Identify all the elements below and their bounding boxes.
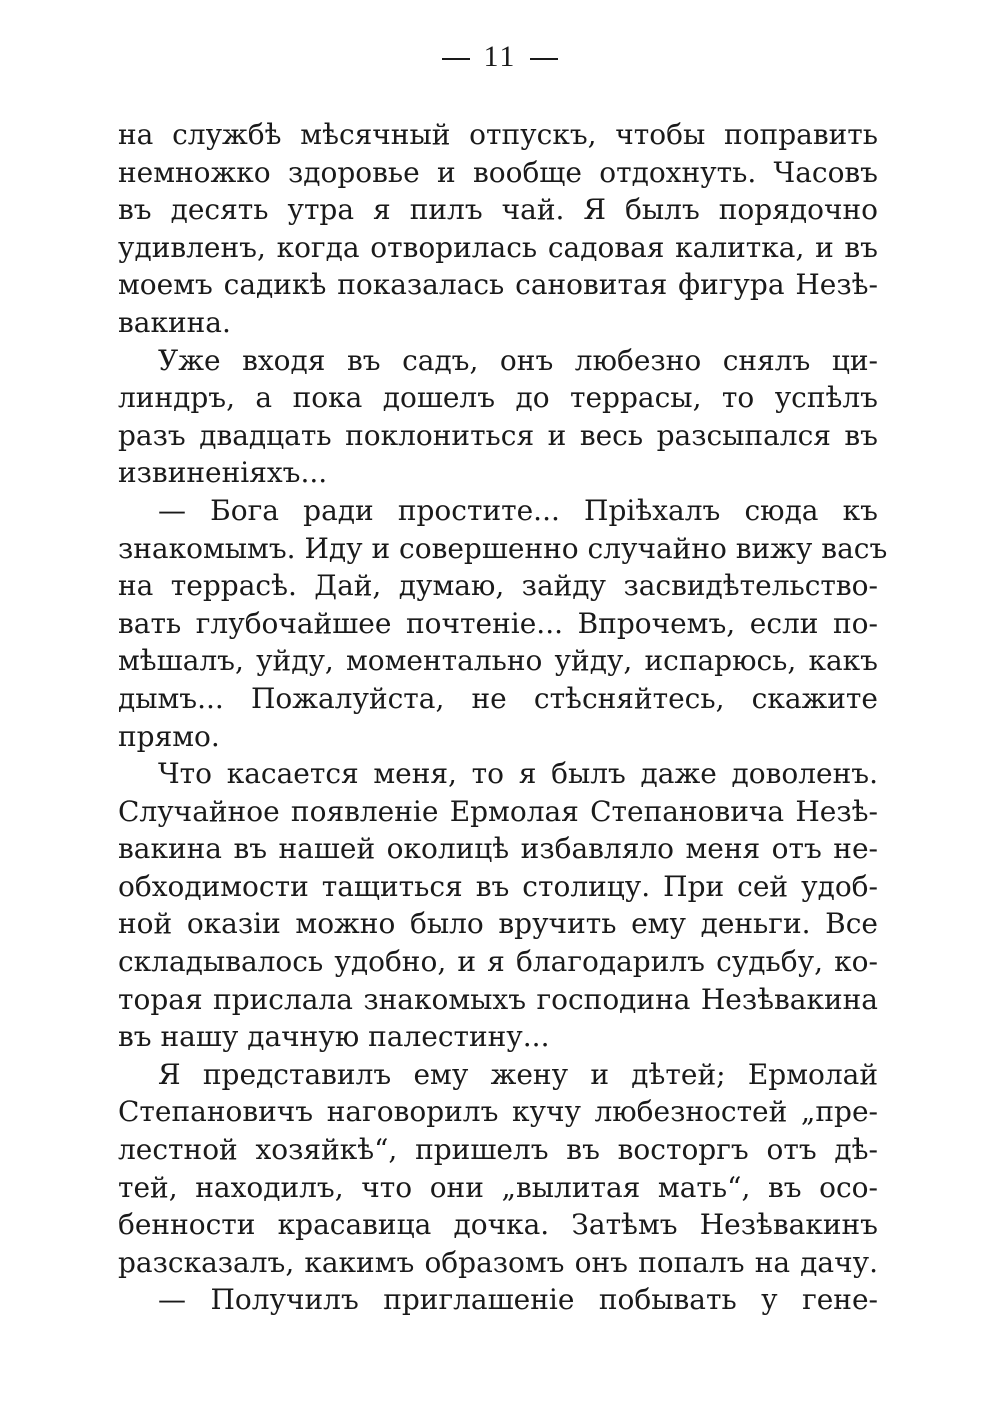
text-line: обходимости тащиться въ столицу. При сей удоб- <box>118 869 878 903</box>
text-line: торая прислала знакомыхъ господина Незѣвакина <box>118 982 878 1016</box>
text-line: линдръ, а пока дошелъ до террасы, то успѣлъ <box>118 381 878 415</box>
text-line: мѣшалъ, уйду, моментально уйду, испарюсь, какъ <box>118 644 878 678</box>
text-line: немножко здоровье и вообще отдохнуть. Часовъ <box>118 155 878 189</box>
page-number: 11 <box>483 40 517 73</box>
text-line: — Получилъ приглашеніе побывать у гене- <box>158 1283 878 1317</box>
text-line: вать глубочайшее почтеніе... Впрочемъ, если по- <box>118 606 878 640</box>
text-line: Что касается меня, то я былъ даже доволенъ. <box>158 757 878 791</box>
text-line: вакина въ нашей околицѣ избавляло меня отъ не- <box>118 832 878 866</box>
body-text <box>118 116 888 1319</box>
text-line: лестной хозяйкѣ“, пришелъ въ восторгъ отъ дѣ- <box>118 1133 878 1167</box>
text-line: удивленъ, когда отворилась садовая калитка, и въ <box>118 230 878 264</box>
text-line: на службѣ мѣсячный отпускъ, чтобы поправить <box>118 118 878 151</box>
text-line: прямо. <box>118 719 220 753</box>
text-line: Случайное появленіе Ермолая Степановича Незѣ- <box>118 794 878 828</box>
page-number-header <box>0 40 1000 74</box>
header-dash-left <box>442 58 470 60</box>
text-line: извиненіяхъ... <box>118 456 328 490</box>
text-line: разъ двадцать поклониться и весь разсыпался въ <box>118 418 878 452</box>
text-line: Степановичъ наговорилъ кучу любезностей „пре- <box>118 1095 878 1129</box>
text-line: — Бога ради простите... Пріѣхалъ сюда къ <box>158 493 878 527</box>
text-line: знакомымъ. Иду и совершенно случайно вижу васъ <box>118 531 888 565</box>
text-line: Уже входя въ садъ, онъ любезно снялъ ци- <box>158 343 878 377</box>
header-dash-right <box>530 58 558 60</box>
text-line: тей, находилъ, что они „вылитая мать“, въ осо- <box>118 1170 878 1204</box>
text-line: бенности красавица дочка. Затѣмъ Незѣвакинъ <box>118 1208 878 1242</box>
text-line: складывалось удобно, и я благодарилъ судьбу, ко- <box>118 945 878 979</box>
text-line: въ десять утра я пилъ чай. Я былъ порядочно <box>118 193 878 227</box>
text-line: разсказалъ, какимъ образомъ онъ попалъ на дачу. <box>118 1245 878 1279</box>
text-line: моемъ садикѣ показалась сановитая фигура Незѣ- <box>118 268 878 302</box>
text-line: Я представилъ ему жену и дѣтей; Ермолай <box>158 1057 878 1091</box>
text-line: ной оказіи можно было вручить ему деньги. Все <box>118 907 878 941</box>
text-line: дымъ... Пожалуйста, не стѣсняйтесь, скажите <box>118 681 878 715</box>
text-line: вакина. <box>118 305 231 339</box>
text-line: на террасѣ. Дай, думаю, зайду засвидѣтельство- <box>118 569 878 603</box>
text-line: въ нашу дачную палестину... <box>118 1020 550 1054</box>
